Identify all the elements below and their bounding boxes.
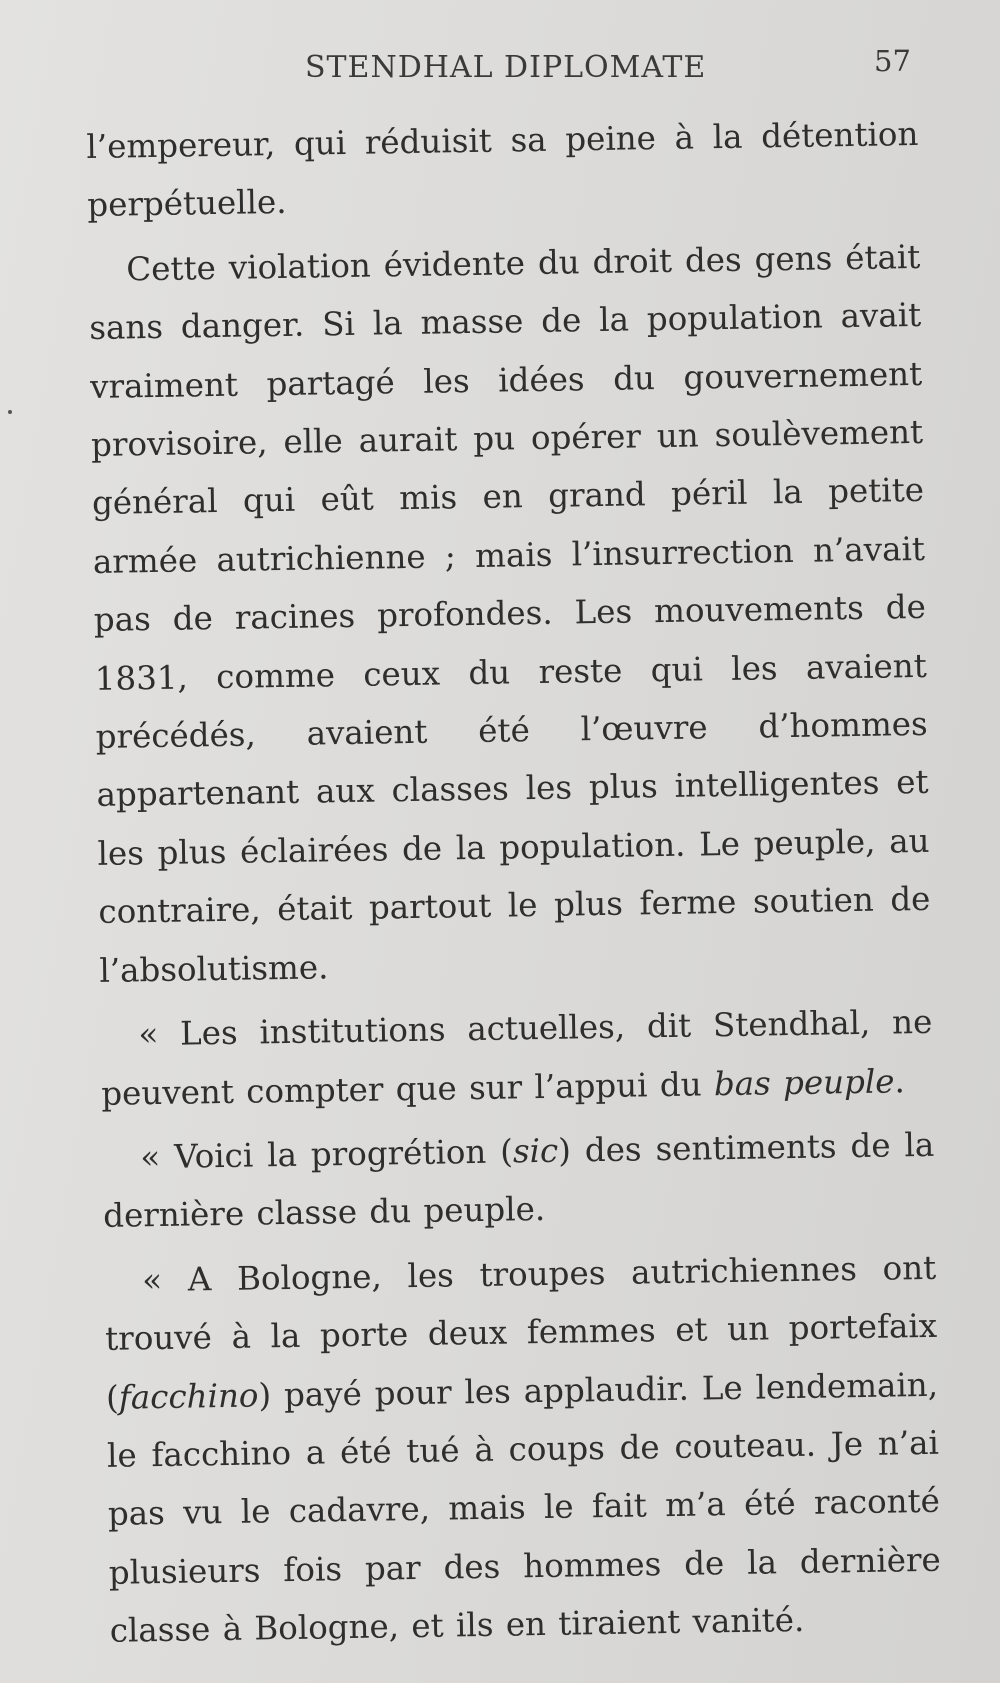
italic-term: facchino: [118, 1375, 259, 1417]
page-number: 57: [874, 44, 911, 78]
paragraph-text: ) payé pour les applaudir. Le lendemain, le facchino a été tué à coups de couteau. Je n’ai pas vu le cadavre, mais le fait m’a été raconté plusieurs fois par des hommes de la dernière classe à Bologne, et ils en tiraient vanité.: [106, 1365, 942, 1650]
paragraph-5: [104, 1239, 942, 1661]
paragraph-text: « Voici la progrétion (: [140, 1132, 514, 1177]
paragraph-text: ) des sentiments de la dernière classe du peuple.: [102, 1125, 935, 1236]
running-title: STENDHAL DIPLOMATE: [305, 50, 707, 85]
paragraph-text: « A Bologne, les troupes autrichiennes ont trouvé à la porte deux femmes et un portefaix (: [104, 1248, 938, 1417]
paragraph-3: [100, 993, 934, 1123]
paragraph-text: .: [894, 1061, 906, 1100]
italic-term: sic: [512, 1131, 559, 1171]
paragraph-text: « Les institutions actuelles, dit Stendhal, ne peuvent compter que sur l’appui du: [101, 1002, 933, 1113]
italic-term: bas peuple: [713, 1061, 895, 1103]
ink-speck: [8, 410, 12, 414]
body-text: [86, 105, 942, 1666]
paragraph-2: [88, 228, 932, 1000]
paragraph-1: [86, 105, 920, 235]
paragraph-4: [102, 1116, 936, 1246]
paragraph-text: Cette violation évidente du droit des gens était sans danger. Si la masse de la population avait vraiment partagé les idées du gouvernement provisoire, elle aurait pu opérer un soulèvement général qui eût mis en grand péril la petite armée autrichienne ; mais l’insurrection n’avait pas de racines profondes. Les mouvements de 1831, comme ceux du reste qui les avaient précédés, avaient été l’œuvre d’hommes appartenant aux classes les plus intelligentes et les plus éclairées de la population. Le peuple, au contraire, était partout le plus ferme soutien de l’absolutisme.: [89, 237, 931, 990]
page-header: [0, 0, 1000, 120]
paragraph-text: l’empereur, qui réduisit sa peine à la détention perpétuelle.: [86, 114, 919, 225]
